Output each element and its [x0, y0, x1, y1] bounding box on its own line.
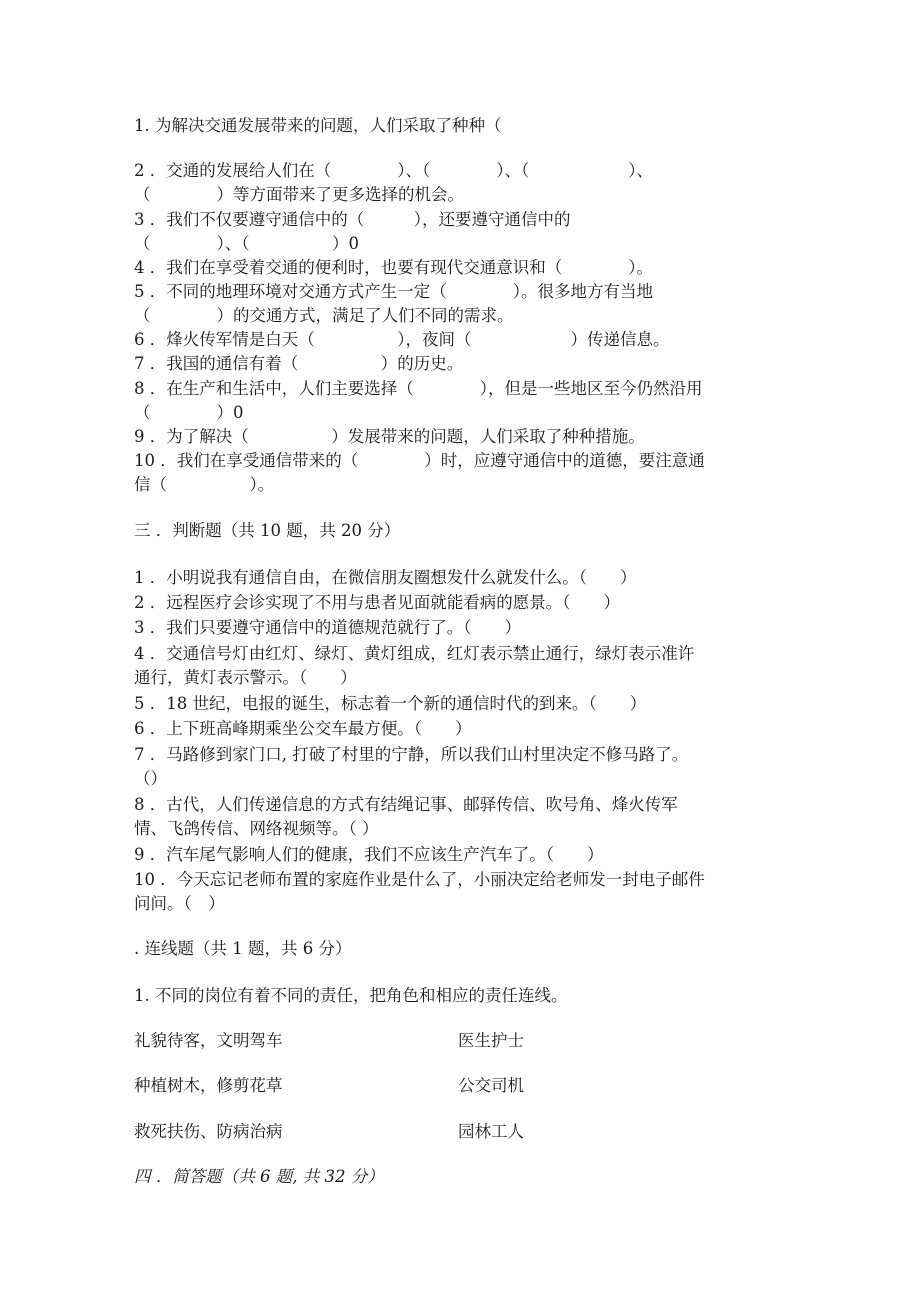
match-right-item: 园林工人	[458, 1122, 524, 1141]
judge-q10-line2: 问问。（ ）	[134, 894, 225, 913]
fill-q3-line2: （ ）、（ ）0	[134, 234, 359, 253]
judge-heading: 三 ．判断题（共 10 题，共 20 分）	[134, 521, 401, 540]
match-left-item: 礼貌待客，文明驾车	[134, 1031, 283, 1050]
fill-q8-line2: （ ）0	[134, 403, 244, 422]
judge-q4-line1: 4 ．交通信号灯由红灯、绿灯、黄灯组成，红灯表示禁止通行，绿灯表示准许	[134, 644, 695, 663]
match-right-item: 公交司机	[458, 1076, 524, 1095]
match-left-item: 种植树木，修剪花草	[134, 1076, 283, 1095]
judge-q2: 2 ．远程医疗会诊实现了不用与患者见面就能看病的愿景。（ ）	[134, 593, 620, 612]
short-answer-heading: 四 ．简答题（共 6 题, 共 32 分）	[134, 1167, 384, 1186]
judge-q4-line2: 通行，黄灯表示警示。（ ）	[134, 668, 357, 687]
judge-q3: 3 ．我们只要遵守通信中的道德规范就行了。（ ）	[134, 618, 521, 637]
fill-q4: 4 ．我们在享受着交通的便利时，也要有现代交通意识和（ ）。	[134, 258, 653, 277]
fill-q10-line1: 10 ．我们在享受通信带来的（ ）时，应遵守通信中的道德，要注意通	[134, 451, 705, 470]
judge-q8-line1: 8 ．古代，人们传递信息的方式有结绳记事、邮驿传信、吹号角、烽火传军	[134, 795, 678, 814]
match-instruction: 1. 不同的岗位有着不同的责任，把角色和相应的责任连线。	[134, 986, 568, 1005]
judge-q1: 1 ．小明说我有通信自由，在微信朋友圈想发什么就发什么。（ ）	[134, 568, 637, 587]
match-left-item: 救死扶伤、防病治病	[134, 1122, 283, 1141]
fill-q5-line1: 5 ．不同的地理环境对交通方式产生一定（ ）。很多地方有当地	[134, 282, 653, 301]
judge-q8-line2: 情、飞鸽传信、网络视频等。（ ）	[134, 819, 379, 838]
judge-q7-line2: （）	[134, 769, 167, 788]
fill-q10-line2: 信（ ）。	[134, 475, 275, 494]
fill-q5-line2: （ ）的交通方式，满足了人们不同的需求。	[134, 306, 514, 325]
fill-q2-line1: 2 ．交通的发展给人们在（ ）、（ ）、（ ）、	[134, 161, 653, 180]
match-heading: . 连线题（共 1 题，共 6 分）	[134, 939, 352, 958]
judge-q9: 9 ．汽车尾气影响人们的健康，我们不应该生产汽车了。（ ）	[134, 845, 604, 864]
fill-q3-line1: 3 ．我们不仅要遵守通信中的（ ），还要遵守通信中的	[134, 210, 571, 229]
fill-q6: 6 ．烽火传军情是白天（ ），夜间（ ）传递信息。	[134, 330, 670, 349]
fill-q2-line2: （ ）等方面带来了更多选择的机会。	[134, 185, 464, 204]
fill-q9: 9 ．为了解决（ ）发展带来的问题，人们采取了种种措施。	[134, 427, 645, 446]
fill-intro: 1. 为解决交通发展带来的问题，人们采取了种种（	[134, 116, 502, 135]
match-right-item: 医生护士	[458, 1031, 524, 1050]
judge-q5: 5 ．18 世纪，电报的诞生，标志着一个新的通信时代的到来。（ ）	[134, 694, 647, 713]
fill-q7: 7 ．我国的通信有着（ ）的历史。	[134, 354, 464, 373]
judge-q6: 6 ．上下班高峰期乘坐公交车最方便。（ ）	[134, 719, 472, 738]
fill-q8-line1: 8 ．在生产和生活中，人们主要选择（ ），但是一些地区至今仍然沿用	[134, 379, 703, 398]
judge-q7-line1: 7 ．马路修到家门口, 打破了村里的宁静，所以我们山村里决定不修马路了。	[134, 745, 689, 764]
judge-q10-line1: 10 ．今天忘记老师布置的家庭作业是什么了，小丽决定给老师发一封电子邮件	[134, 870, 705, 889]
